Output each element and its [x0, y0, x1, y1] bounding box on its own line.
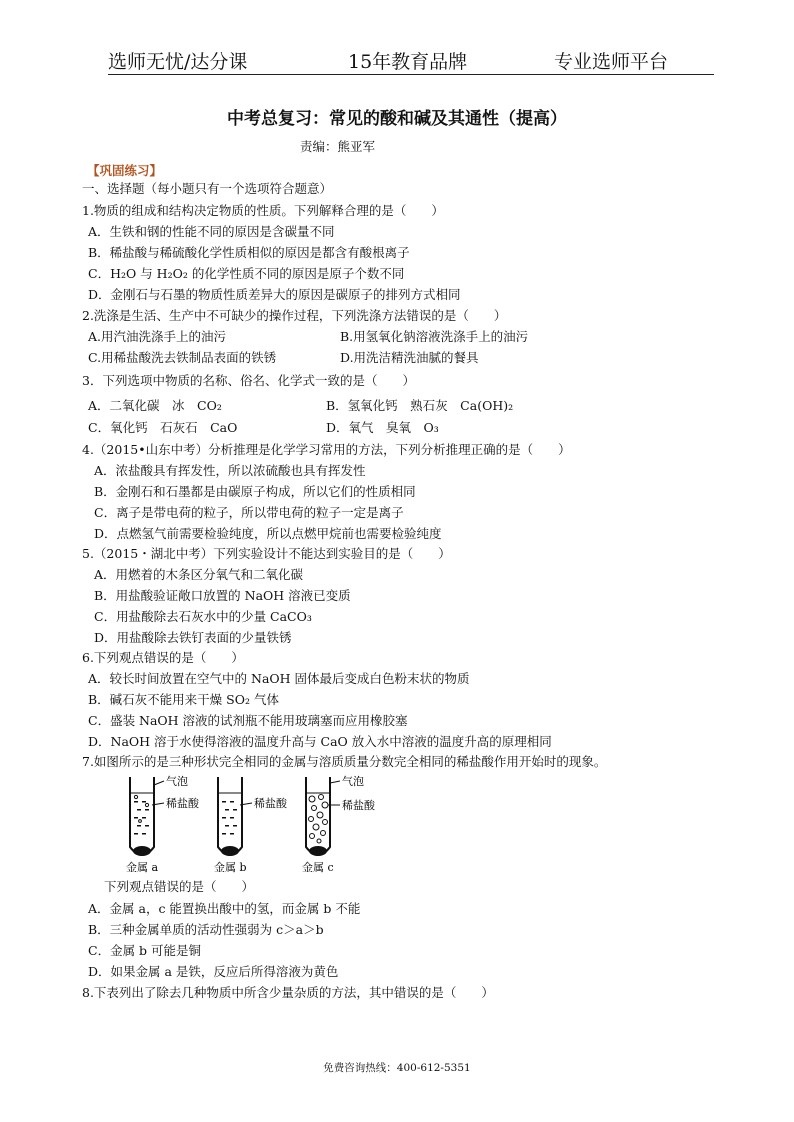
text-line: A.用汽油洗涤手上的油污 [88, 329, 227, 344]
text-line: 下列观点错误的是（ ） [104, 879, 255, 894]
test-tube-c [306, 777, 340, 856]
text-line: C．用盐酸除去石灰水中的少量 CaCO₃ [94, 609, 312, 624]
header-center: 15年教育品牌 [348, 51, 468, 73]
text-line: A．金属 a，c 能置换出酸中的氢，而金属 b 不能 [88, 901, 361, 916]
text-line: 8.下表列出了除去几种物质中所含少量杂质的方法，其中错误的是（ ） [82, 985, 494, 1000]
label-acid-c: 稀盐酸 [342, 799, 375, 812]
text-line: D．如果金属 a 是铁，反应后所得溶液为黄色 [88, 964, 339, 979]
label-bubble-c: 气泡 [342, 775, 364, 788]
text-line: B．金刚石和石墨都是由碳原子构成，所以它们的性质相同 [94, 484, 416, 499]
header-divider [108, 74, 714, 75]
footer-hotline: 免费咨询热线：400-612-5351 [323, 1062, 471, 1074]
text-line: 2.洗涤是生活、生产中不可缺少的操作过程，下列洗涤方法错误的是（ ） [82, 308, 507, 323]
label-metal-c: 金属 c [302, 861, 334, 874]
text-line: D．用盐酸除去铁钉表面的少量铁锈 [94, 630, 292, 645]
text-line: A．浓盐酸具有挥发性，所以浓硫酸也具有挥发性 [94, 463, 366, 478]
label-metal-b: 金属 b [214, 861, 247, 874]
text-line: B．稀盐酸与稀硫酸化学性质相似的原因是都含有酸根离子 [88, 245, 410, 260]
text-line: 4.（2015•山东中考）分析推理是化学学习常用的方法，下列分析推理正确的是（ ） [82, 442, 571, 457]
label-acid-b: 稀盐酸 [254, 797, 287, 810]
test-tubes-figure [120, 775, 400, 875]
text-line: 7.如图所示的是三种形状完全相同的金属与溶质质量分数完全相同的稀盐酸作用开始时的现象。 [82, 754, 607, 769]
text-line: A．较长时间放置在空气中的 NaOH 固体最后变成白色粉末状的物质 [88, 671, 470, 686]
text-line: B.用氢氧化钠溶液洗涤手上的油污 [340, 329, 529, 344]
text-line: C．盛装 NaOH 溶液的试剂瓶不能用玻璃塞而应用橡胶塞 [88, 713, 408, 728]
text-line: C．离子是带电荷的粒子，所以带电荷的粒子一定是离子 [94, 505, 404, 520]
text-line: C．氧化钙 石灰石 CaO [88, 420, 238, 435]
text-line: A．生铁和钢的性能不同的原因是含碳量不同 [88, 224, 335, 239]
label-acid-a: 稀盐酸 [166, 797, 199, 810]
text-line: C．金属 b 可能是铜 [88, 943, 202, 958]
text-line: B．用盐酸验证敞口放置的 NaOH 溶液已变质 [94, 588, 351, 603]
text-line: B．氢氧化钙 熟石灰 Ca(OH)₂ [326, 398, 514, 413]
editor-line: 责编：熊亚军 [300, 139, 376, 154]
text-line: D．NaOH 溶于水使得溶液的温度升高与 CaO 放入水中溶液的温度升高的原理相同 [88, 734, 552, 749]
test-tube-b [218, 777, 252, 856]
text-line: B．碱石灰不能用来干燥 SO₂ 气体 [88, 692, 279, 707]
text-line: A．用燃着的木条区分氧气和二氧化碳 [94, 567, 304, 582]
section-label: 【巩固练习】 [87, 163, 163, 178]
text-line: D．金刚石与石墨的物质性质差异大的原因是碳原子的排列方式相同 [88, 287, 461, 302]
text-line: D．氧气 臭氧 O₃ [326, 420, 439, 435]
label-bubble-a: 气泡 [166, 775, 188, 788]
text-line: 5.（2015・湖北中考）下列实验设计不能达到实验目的是（ ） [82, 546, 451, 561]
text-line: D.用洗洁精洗油腻的餐具 [340, 350, 479, 365]
header-right: 专业选师平台 [554, 51, 669, 73]
label-metal-a: 金属 a [126, 861, 159, 874]
document-title: 中考总复习：常见的酸和碱及其通性（提高） [227, 109, 567, 129]
text-line: 3．下列选项中物质的名称、俗名、化学式一致的是（ ） [82, 373, 415, 388]
text-line: D．点燃氢气前需要检验纯度，所以点燃甲烷前也需要检验纯度 [94, 526, 442, 541]
header-left: 选师无忧/达分课 [108, 51, 248, 73]
text-line: A．二氧化碳 冰 CO₂ [88, 398, 222, 413]
text-line: 6.下列观点错误的是（ ） [82, 650, 244, 665]
test-tube-a [130, 777, 164, 856]
text-line: C．H₂O 与 H₂O₂ 的化学性质不同的原因是原子个数不同 [88, 266, 405, 281]
text-line: 1.物质的组成和结构决定物质的性质。下列解释合理的是（ ） [82, 203, 444, 218]
text-line: 一、选择题（每小题只有一个选项符合题意） [82, 181, 333, 196]
text-line: B．三种金属单质的活动性强弱为 c＞a＞b [88, 922, 324, 937]
text-line: C.用稀盐酸洗去铁制品表面的铁锈 [88, 350, 277, 365]
